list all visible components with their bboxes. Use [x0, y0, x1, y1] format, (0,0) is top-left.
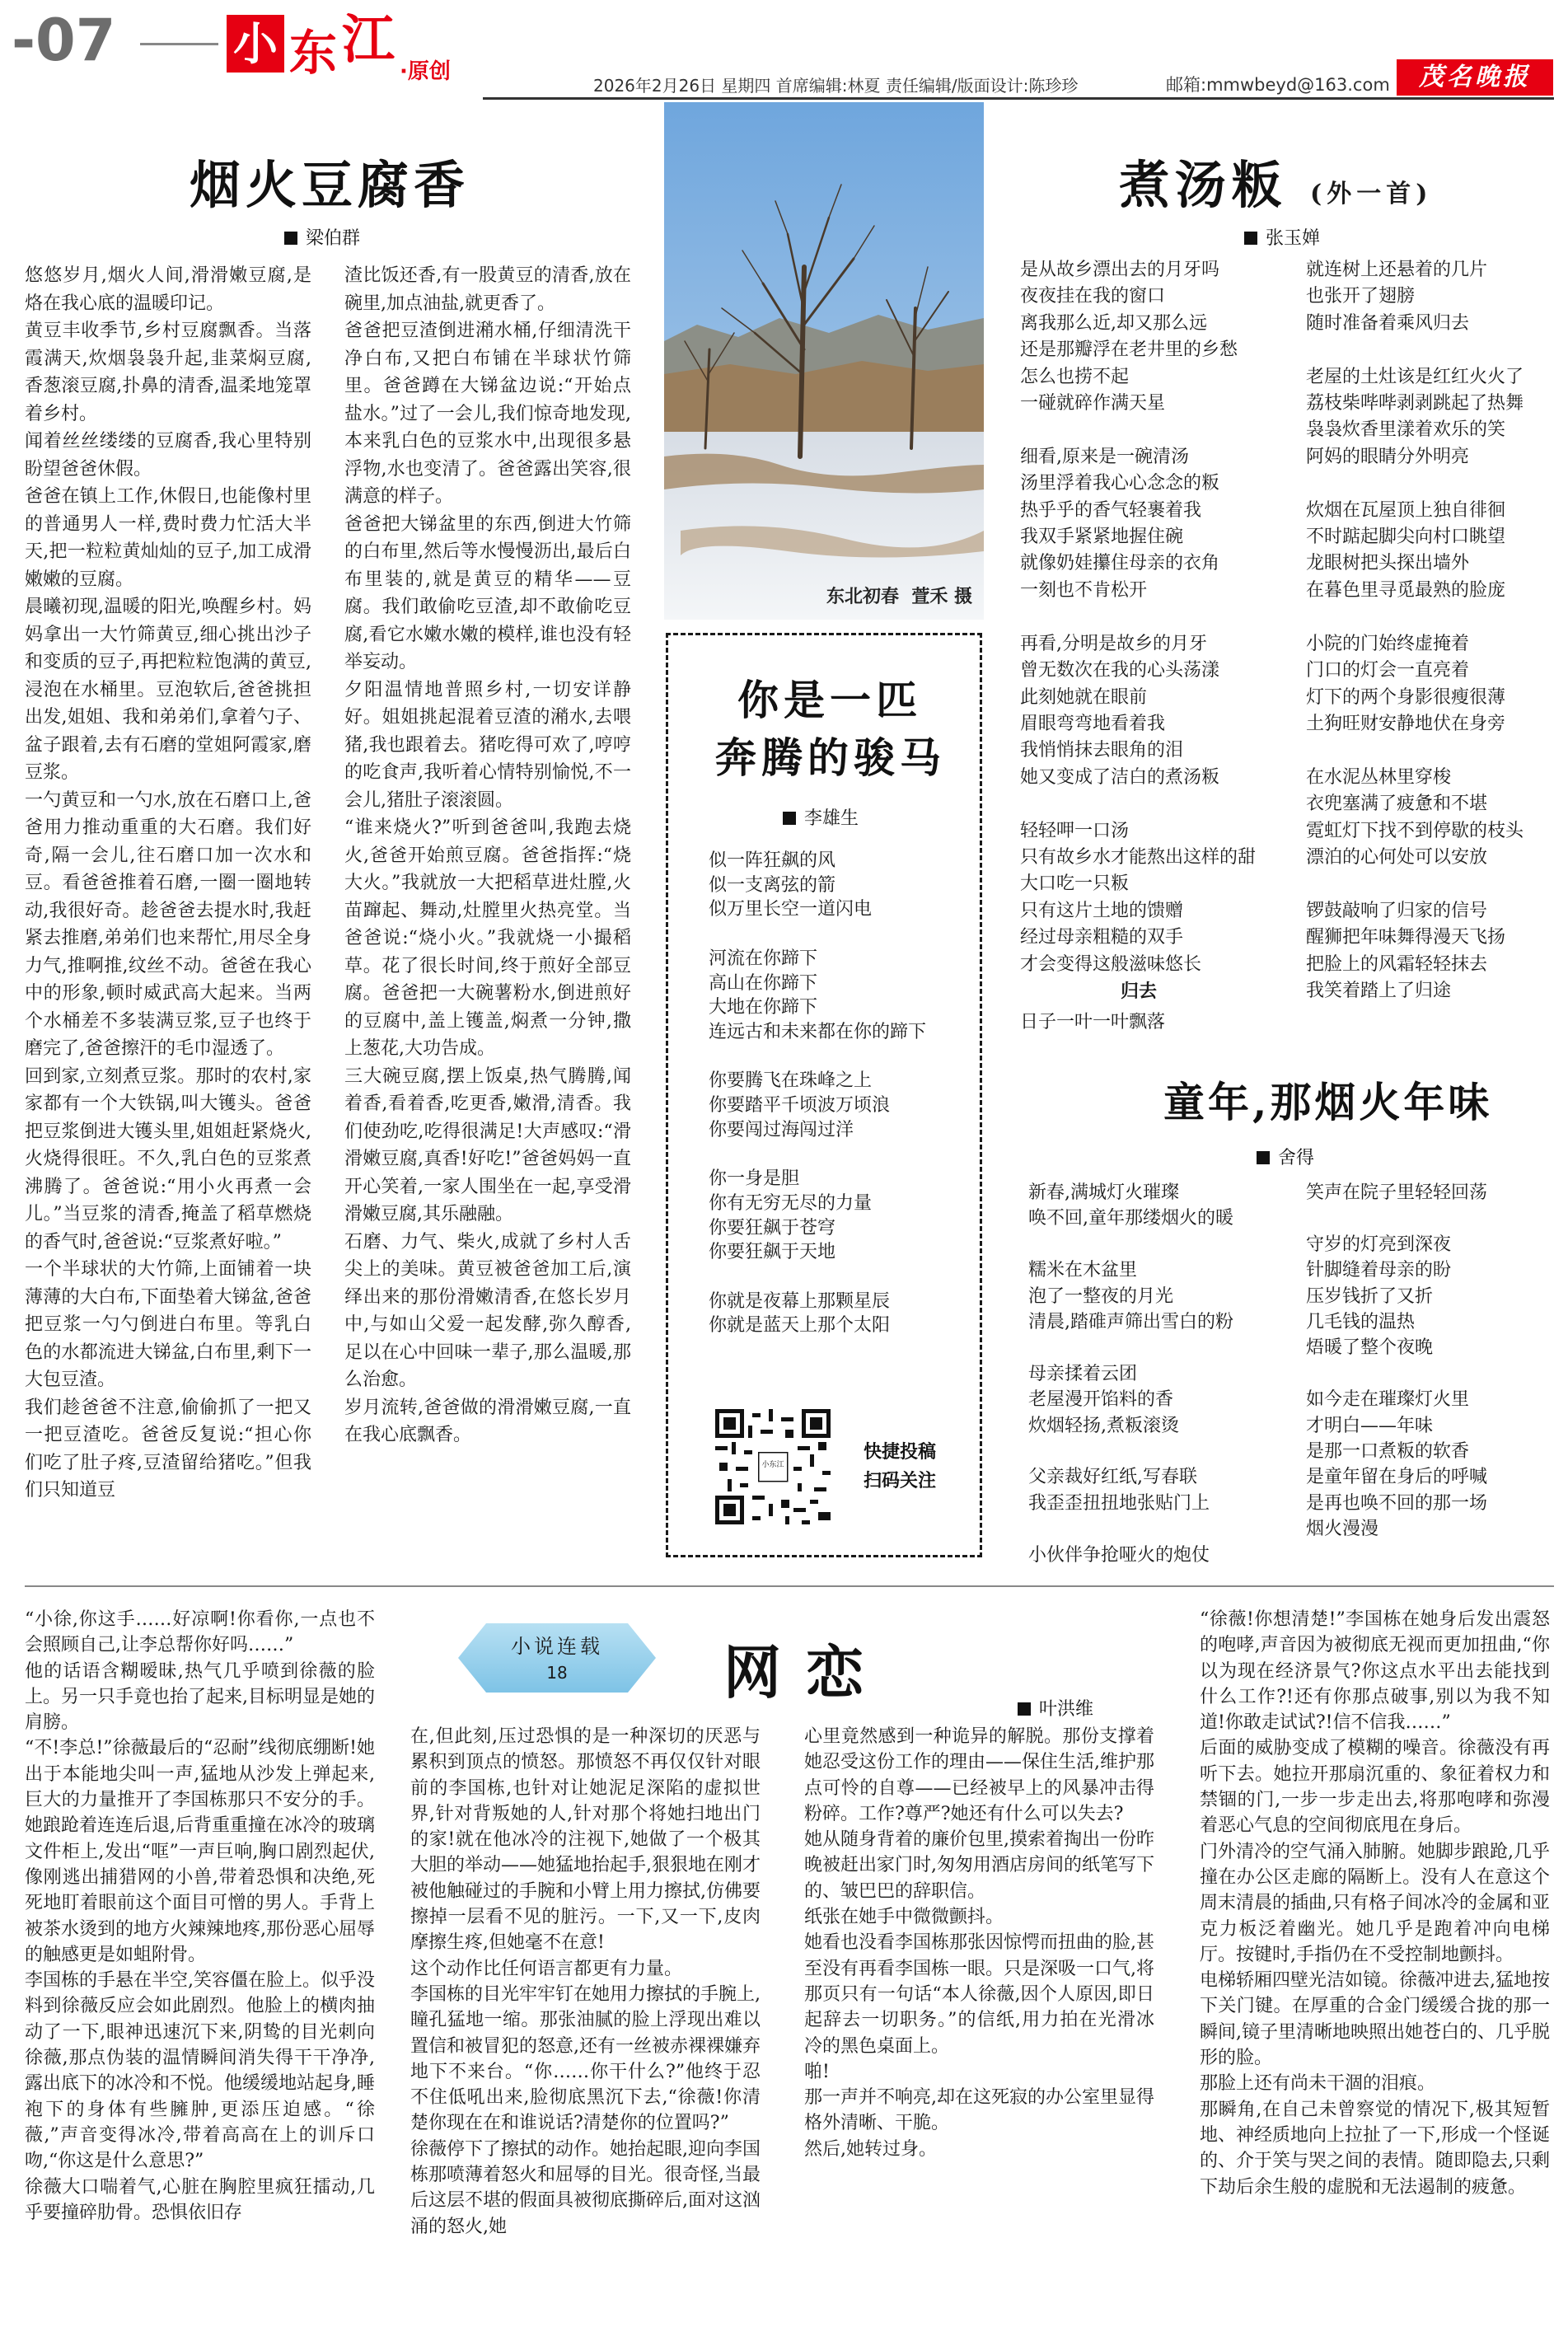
article5-author: 叶洪维 — [1039, 1699, 1094, 1720]
section-char-2: 东 — [289, 25, 338, 81]
article5-byline — [1018, 1695, 1093, 1721]
article2-author: 李雄生 — [804, 808, 859, 829]
section-char-1: 小 — [227, 15, 284, 73]
article5-col3: 心里竟然感到一种诡异的解脱。那份支撑着她忍受这份工作的理由——保住生活,维护那点可怜的自尊——已经被早上的风暴冲击得粉碎。工作?尊严?她还有什么可以失去? 她从随身背着的廉价包里,摸索着掏出一份昨晚被赶出家门时,匆匆用酒店房间的纸笔写下的、皱巴巴的辞职信。 纸张在她手中微微颤抖。 她看也没看李国栋那张因惊愕而扭曲的脸,甚至没有再看李国栋一眼。只是深吸一口气,将那页只有一句话“本人徐薇,因个人原因,即日起辞去一切职务。”的信纸,用力拍在光滑冰冷的黑色桌面上。 啪! 那一声并不响亮,却在这死寂的办公室里显得格外清晰、干脆。 然后,她转过身。 — [804, 1726, 1154, 2160]
newspaper-logo: 茂名晚报 — [1397, 59, 1553, 96]
article3-subtitle: (外一首) — [1310, 180, 1433, 208]
article5-col2: 在,但此刻,压过恐惧的是一种深切的厌恶与累积到顶点的愤怒。那愤怒不再仅仅针对眼前的李国栋,也针对让她泥足深陷的虚拟世界,针对背叛她的人,针对那个将她扫地出门的家!就在他冰冷的注视下,她做了一个极其大胆的举动——她猛地抬起手,狠狠地在刚才被他触碰过的手腕和小臂上用力擦拭,仿佛要擦掉一层看不见的脏污。一下,又一下,皮肉摩擦生疼,但她毫不在意! 这个动作比任何语言都更有力量。 李国栋的目光牢牢钉在她用力擦拭的手腕上,瞳孔猛地一缩。那张油腻的脸上浮现出难以置信和被冒犯的怒意,还有一丝被赤裸裸嫌弃地下不来台。“你……你干什么?”他终于忍不住低吼出来,脸彻底黑沉下去,“徐薇!你清楚你现在在和谁说话?清楚你的位置吗?” 徐薇停下了擦拭的动作。她抬起眼,迎向李国栋那喷薄着怒火和屈辱的目光。很奇怪,当最后这层不堪的假面具被彻底撕碎后,面对这汹涌的怒火,她 — [410, 1726, 761, 2237]
article2-poem: 似一阵狂飙的风 似一支离弦的箭 似万里长空一道闪电 河流在你蹄下 高山在你蹄下 大地在你蹄下 连远古和未来都在你的蹄下 你要腾飞在珠峰之上 你要踏平千顷波万顷浪 你要闯过海闯过洋 你一身是胆 你有无穷无尽的力量 你要狂飙于苍穹 你要狂飙于天地 你就是夜幕上那颗星辰 你就是蓝天上那个太阳 — [709, 850, 927, 1337]
section-char-3: 江 — [342, 9, 395, 71]
byline-square-icon — [783, 812, 796, 825]
article3-byline — [1244, 224, 1320, 250]
article5-title: 网恋 — [723, 1638, 888, 1707]
qr-label-line2: 扫码关注 — [864, 1471, 937, 1491]
article4-title: 童年,那烟火年味 — [1163, 1078, 1493, 1126]
qr-center-label: 小东江 — [761, 1461, 784, 1469]
header-rule — [483, 97, 1554, 100]
header-rule-left — [140, 43, 218, 45]
header-info-line: 2026年2月26日 星期四 首席编辑:林夏 责任编辑/版面设计:陈珍珍 — [593, 76, 1079, 96]
byline-square-icon — [1257, 1151, 1270, 1164]
article3-col1: 是从故乡漂出去的月牙吗 夜夜挂在我的窗口 离我那么近,却又那么远 还是那瓣浮在老井里的乡愁 怎么也捞不起 一碰就碎作满天星 细看,原来是一碗清汤 汤里浮着我心心念念的粄 热乎乎的香气轻裹着我 我双手紧紧地握住碗 就像奶娃攥住母亲的衣角 一刻也不肯松开 再看,分明是故乡的月牙 曾无数次在我的心头荡漾 此刻她就在眼前 眉眼弯弯地看着我 我悄悄抹去眼角的泪 她又变成了洁白的煮汤粄 轻轻呷一口汤 只有故乡水才能熬出这样的甜 大口吃一只粄 只有这片土地的馈赠 经过母亲粗糙的双手 才会变得这般滋味悠长 — [1020, 260, 1257, 975]
qr-label-line1: 快捷投稿 — [864, 1442, 937, 1463]
article1-col2: 渣比饭还香,有一股黄豆的清香,放在碗里,加点油盐,就更香了。 爸爸把豆渣倒进潲水桶,仔细清洗干净白布,又把白布铺在半球状竹筛里。爸爸蹲在大锑盆边说:“开始点盐水。”过了一会儿,我们惊奇地发现,本来乳白色的豆浆水中,出现很多悬浮物,水也变清了。爸爸露出笑容,很满意的样子。 爸爸把大锑盆里的东西,倒进大竹筛的白布里,然后等水慢慢沥出,最后白布里装的,就是黄豆的精华——豆腐。我们敢偷吃豆渣,却不敢偷吃豆腐,看它水嫩水嫩的模样,谁也没有轻举妄动。 夕阳温情地普照乡村,一切安详静好。姐姐挑起混着豆渣的潲水,去喂猪,我也跟着去。猪吃得可欢了,哼哼的吃食声,我听着心情特别愉悦,不一会儿,猪肚子滚滚圆。 “谁来烧火?”听到爸爸叫,我跑去烧火,爸爸开始煎豆腐。爸爸指挥:“烧大火。”我就放一大把稻草进灶膛,火苗蹿起、舞动,灶膛里火热亮堂。当爸爸说:“烧小火。”我就烧一小撮稻草。花了很长时间,终于煎好全部豆腐。爸爸把一大碗薯粉水,倒进煎好的豆腐中,盖上镬盖,焖煮一分钟,撒上葱花,大功告成。 三大碗豆腐,摆上饭桌,热气腾腾,闻着香,看着香,吃更香,嫩滑,清香。我们使劲吃,吃得很满足!大声感叹:“滑滑嫩豆腐,真香!好吃!”爸爸妈妈一直开心笑着,一家人围坐在一起,享受滑滑嫩豆腐,其乐融融。 石磨、力气、柴火,成就了乡村人舌尖上的美味。黄豆被爸爸加工后,演绎出来的那份滑嫩清香,在悠长岁月中,与如山父爱一起发酵,弥久醇香,足以在心中回味一辈子,那么温暖,那么治愈。 岁月流转,爸爸做的滑滑嫩豆腐,一直在我心底飘香。 — [344, 265, 631, 1445]
byline-square-icon — [1018, 1702, 1031, 1716]
article1-author: 梁伯群 — [306, 228, 361, 249]
article3-col1-end: 日子一叶一叶飘落 — [1020, 1012, 1166, 1032]
photo-caption: 东北初春 萱禾 摄 — [826, 587, 972, 607]
article1-col1: 悠悠岁月,烟火人间,滑滑嫩豆腐,是烙在我心底的温暖印记。 黄豆丰收季节,乡村豆腐飘香。当落霞满天,炊烟袅袅升起,韭菜焖豆腐,香葱滚豆腐,扑鼻的清香,温柔地笼罩着乡村。 闻着丝丝缕缕的豆腐香,我心里特别盼望爸爸休假。 爸爸在镇上工作,休假日,也能像村里的普通男人一样,费时费力忙活大半天,把一粒粒黄灿灿的豆子,加工成滑嫩嫩的豆腐。 晨曦初现,温暖的阳光,唤醒乡村。妈妈拿出一大竹筛黄豆,细心挑出沙子和变质的豆子,再把粒粒饱满的黄豆,浸泡在水桶里。豆泡软后,爸爸挑担出发,姐姐、我和弟弟们,拿着勺子、盆子跟着,去有石磨的堂姐阿霞家,磨豆浆。 一勺黄豆和一勺水,放在石磨口上,爸爸用力推动重重的大石磨。我们好奇,隔一会儿,往石磨口加一次水和豆。看爸爸推着石磨,一圈一圈地转动,我很好奇。趁爸爸去提水时,我赶紧去推磨,弟弟们也来帮忙,用尽全身力气,推啊推,纹丝不动。爸爸在我心中的形象,顿时威武高大起来。当两个水桶差不多装满豆浆,豆子也终于磨完了,爸爸擦汗的毛巾湿透了。 回到家,立刻煮豆浆。那时的农村,家家都有一个大铁锅,叫大镬头。爸爸把豆浆倒进大镬头里,姐姐赶紧烧火,火烧得很旺。不久,乳白色的豆浆煮沸腾了。爸爸说:“用小火再煮一会儿。”当豆浆的清香,掩盖了稻草燃烧的香气时,爸爸说:“豆浆煮好啦。” 一个半球状的大竹筛,上面铺着一块薄薄的大白布,下面垫着大锑盆,爸爸把豆浆一勺勺倒进白布里。等乳白色的水都流进大锑盆,白布里,剩下一大包豆渣。 我们趁爸爸不注意,偷偷抓了一把又一把豆渣吃。爸爸反复说:“担心你们吃了肚子疼,豆渣留给猪吃。”但我们只知道豆 — [25, 265, 311, 1501]
byline-square-icon — [1244, 232, 1257, 245]
article2-byline — [783, 804, 859, 830]
article2-title-line1: 你是一匹 — [737, 676, 922, 724]
section-divider — [25, 1585, 1554, 1587]
page-number: -07 — [12, 7, 116, 74]
serial-banner — [458, 1615, 656, 1701]
article3-author: 张玉婵 — [1266, 228, 1321, 249]
section-tag: ·原创 — [400, 59, 451, 84]
article3-col2: 就连树上还悬着的几片 也张开了翅膀 随时准备着乘风归去 老屋的土灶该是红红火火了 荔枝柴哔哔剥剥跳起了热舞 袅袅炊香里漾着欢乐的笑 阿妈的眼睛分外明亮 炊烟在瓦屋顶上独自徘徊 不时踮起脚尖向村口眺望 龙眼树把头探出墙外 在暮色里寻觅最熟的脸庞 小院的门始终虚掩着 门口的灯会一直亮着 灯下的两个身影很瘦很薄 土狗旺财安静地伏在身旁 在水泥丛林里穿梭 衣兜塞满了疲惫和不堪 霓虹灯下找不到停歇的枝头 漂泊的心何处可以安放 锣鼓敲响了归家的信号 醒狮把年味舞得漫天飞扬 把脸上的风霜轻轻抹去 我笑着踏上了归途 — [1306, 260, 1524, 1001]
article3-subtitle-return: 归去 — [1121, 981, 1158, 1002]
article4-col2: 笑声在院子里轻轻回荡 守岁的灯亮到深夜 针脚缝着母亲的盼 压岁钱折了又折 几毛钱的温热 焐暖了整个夜晚 如今走在璀璨灯火里 才明白——年味 是那一口煮粄的软香 是童年留在身后的呼喊 是再也唤不回的那一场 烟火漫漫 — [1306, 1182, 1488, 1540]
article5-col1: “小徐,你这手……好凉啊!你看你,一点也不会照顾自己,让李总帮你好吗……” 他的话语含糊暧昧,热气几乎喷到徐薇的脸上。另一只手竟也抬了起来,目标明显是她的肩膀。 “不!李总!”徐薇最后的“忍耐”线彻底绷断!她出于本能地尖叫一声,猛地从沙发上弹起来,巨大的力量推开了李国栋那只不安分的手。她踉跄着连连后退,后背重重撞在冰冷的玻璃文件柜上,发出“哐”一声巨响,胸口剧烈起伏,像刚逃出捕猎网的小兽,带着恐惧和决绝,死死地盯着眼前这个面目可憎的男人。手背上被茶水烫到的地方火辣辣地疼,那份恶心屈辱的触感更是如蛆附骨。 李国栋的手悬在半空,笑容僵在脸上。似乎没料到徐薇反应会如此剧烈。他脸上的横肉抽动了一下,眼神迅速沉下来,阴鸷的目光刺向徐薇,那点伪装的温情瞬间消失得干干净净,露出底下的冰冷和不悦。他缓缓地站起身,睡袍下的身体有些臃肿,更添压迫感。“徐薇,”声音变得冰冷,带着高高在上的训斥口吻,“你这是什么意思?” 徐薇大口喘着气,心脏在胸腔里疯狂擂动,几乎要撞碎肋骨。恐惧依旧存 — [25, 1609, 375, 2223]
article4-byline — [1257, 1144, 1314, 1169]
article4-col1: 新春,满城灯火璀璨 唤不回,童年那缕烟火的暖 糯米在木盆里 泡了一整夜的月光 清晨,踏碓声筛出雪白的粉 母亲揉着云团 老屋漫开馅料的香 炊烟轻扬,煮粄滚烫 父亲裁好红纸,写春联 我歪歪扭扭地张贴门上 小伙伴争抢哑火的炮仗 — [1028, 1182, 1233, 1566]
photo — [664, 102, 984, 620]
article1-byline — [284, 224, 360, 250]
article1-title: 烟火豆腐香 — [190, 155, 470, 215]
article3-title: 煮汤粄 — [1119, 155, 1288, 215]
serial-banner-number: 18 — [546, 1663, 568, 1683]
serial-banner-label: 小说连载 — [511, 1635, 603, 1658]
article2-title-line2: 奔腾的骏马 — [715, 733, 946, 782]
header-email: 邮箱:mmwbeyd@163.com — [1166, 75, 1390, 95]
article5-col4: “徐薇!你想清楚!”李国栋在她身后发出震怒的咆哮,声音因为被彻底无视而更加扭曲,“你以为现在经济景气?你这点水平出去能找到什么工作?!还有你那点破事,别以为我不知道!你敢走试试?!信不信我……” 后面的威胁变成了模糊的噪音。徐薇没有再听下去。她拉开那扇沉重的、象征着权力和禁锢的门,一步一步走出去,将那咆哮和弥漫着恶心气息的空间彻底甩在身后。 门外清冷的空气涌入肺腑。她脚步踉跄,几乎撞在办公区走廊的隔断上。没有人在意这个周末清晨的插曲,只有格子间冰冷的金属和亚克力板泛着幽光。她几乎是跑着冲向电梯厅。按键时,手指仍在不受控制地颤抖。 电梯轿厢四壁光洁如镜。徐薇冲进去,猛地按下关门键。在厚重的合金门缓缓合拢的那一瞬间,镜子里清晰地映照出她苍白的、几乎脱形的脸。 那脸上还有尚未干涸的泪痕。 那瞬角,在自己未曾察觉的情况下,极其短暂地、神经质地向上拉扯了一下,形成一个怪诞的、介于笑与哭之间的表情。随即隐去,只剩下劫后余生般的虚脱和无法遏制的疲惫。 — [1200, 1609, 1550, 2198]
article4-author: 舍得 — [1278, 1148, 1315, 1168]
byline-square-icon — [284, 232, 297, 245]
qr-code[interactable] — [715, 1409, 831, 1524]
photo-landscape — [664, 102, 984, 620]
